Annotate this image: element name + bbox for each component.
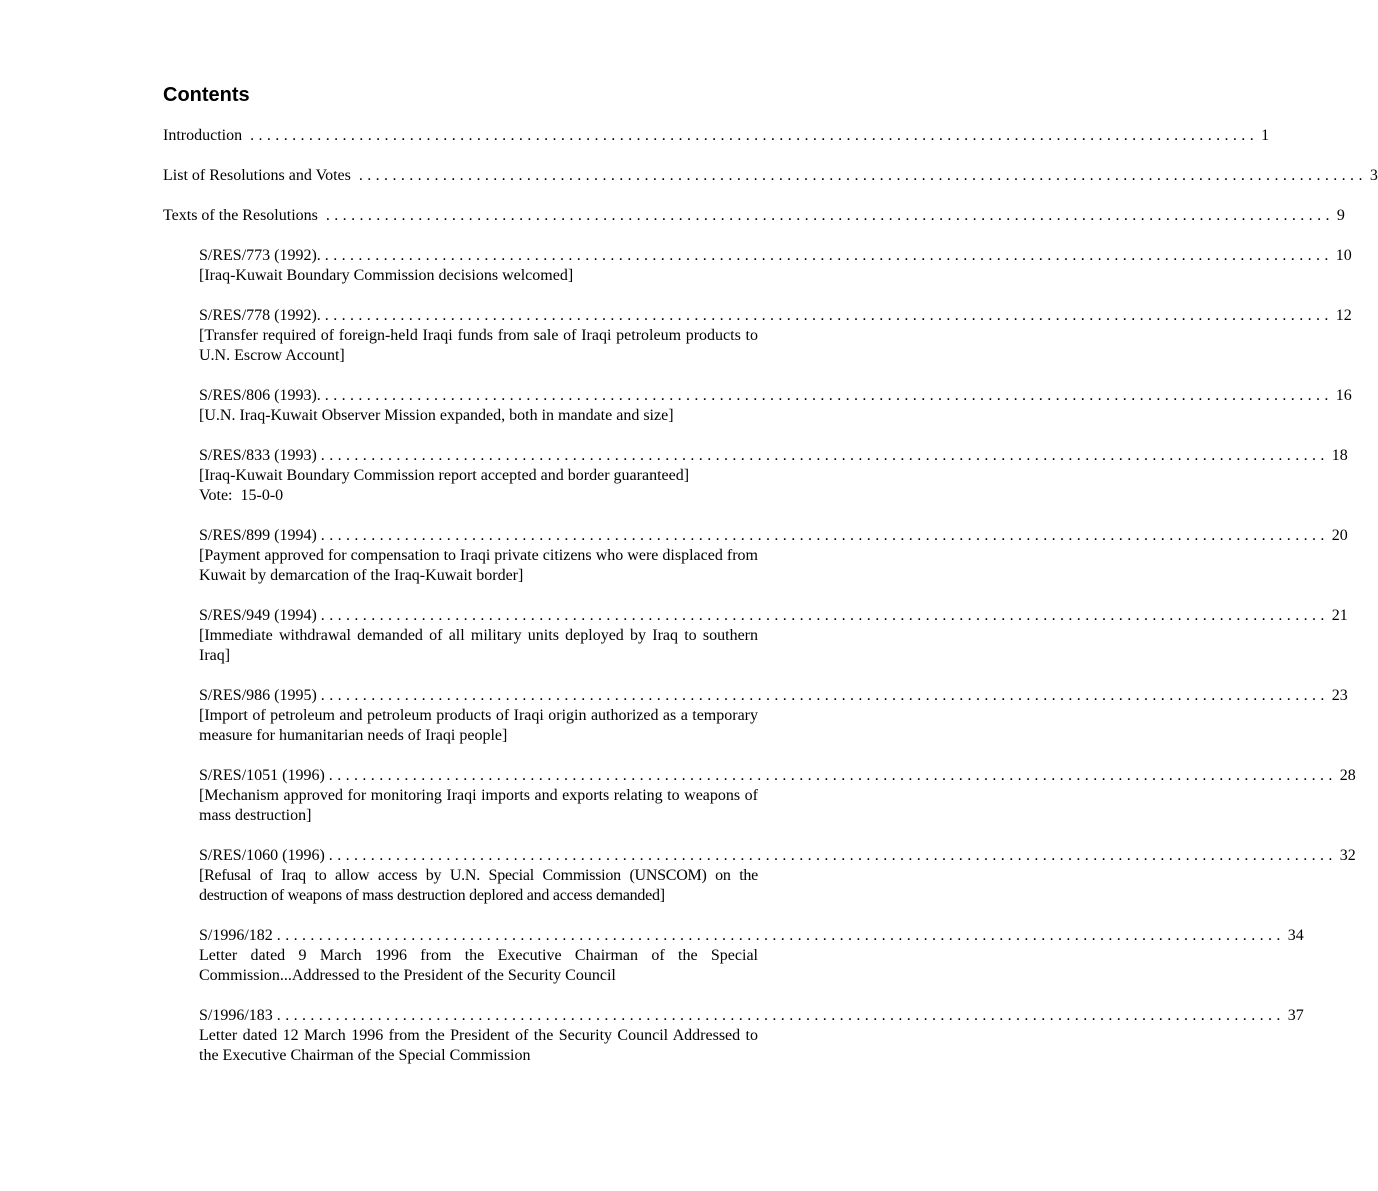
resolution-code: S/RES/1051 (1996) bbox=[199, 767, 325, 784]
resolution-description: [Mechanism approved for monitoring Iraqi imports and exports relating to weapons of mass destruction] bbox=[199, 787, 758, 824]
toc-entry-resolution[interactable] bbox=[199, 446, 1348, 506]
dot-leader: ........................................................................................................................ bbox=[328, 767, 1337, 784]
toc-entry-resolution[interactable] bbox=[199, 526, 1348, 586]
dot-leader: ........................................................................................................................ bbox=[320, 527, 1329, 544]
toc-entry-resolution[interactable] bbox=[199, 766, 1356, 826]
dot-leader: ........................................................................................................................ bbox=[250, 127, 1259, 144]
vote-tally: Vote: 15-0-0 bbox=[199, 487, 284, 504]
page-number: 21 bbox=[1331, 607, 1348, 624]
resolution-code: S/RES/806 (1993). bbox=[199, 387, 321, 404]
resolution-description: [Refusal of Iraq to allow access by U.N. Special Commission (UNSCOM) on the destruction of weapons of mass destruction deplored and access demanded] bbox=[199, 867, 758, 904]
dot-leader: ........................................................................................................................ bbox=[324, 247, 1333, 264]
page-number: 12 bbox=[1335, 307, 1352, 324]
page-number: 9 bbox=[1336, 207, 1345, 224]
toc-entry-introduction[interactable] bbox=[163, 126, 1270, 146]
page-number: 10 bbox=[1335, 247, 1352, 264]
toc-entry-letter[interactable] bbox=[199, 926, 1304, 986]
resolution-description: [U.N. Iraq-Kuwait Observer Mission expanded, both in mandate and size] bbox=[199, 407, 674, 424]
page-number: 1 bbox=[1261, 127, 1270, 144]
toc-entry-list-of-resolutions[interactable] bbox=[163, 166, 1378, 186]
page-number: 28 bbox=[1339, 767, 1356, 784]
dot-leader: ........................................................................................................................ bbox=[320, 607, 1329, 624]
dot-leader: ........................................................................................................................ bbox=[276, 1007, 1285, 1024]
resolution-description: [Immediate withdrawal demanded of all military units deployed by Iraq to southern Iraq] bbox=[199, 627, 758, 664]
page-number: 16 bbox=[1335, 387, 1352, 404]
resolution-description: [Transfer required of foreign-held Iraqi funds from sale of Iraqi petroleum products to U.N. Escrow Account] bbox=[199, 327, 758, 364]
toc-entry-resolution[interactable] bbox=[199, 846, 1356, 906]
resolution-description: [Payment approved for compensation to Iraqi private citizens who were displaced from Kuwait by demarcation of the Iraq-Kuwait border] bbox=[199, 547, 758, 584]
resolution-description: [Import of petroleum and petroleum products of Iraqi origin authorized as a temporary measure for humanitarian needs of Iraqi people] bbox=[199, 707, 758, 744]
document-code: S/1996/182 bbox=[199, 927, 273, 944]
page-number: 32 bbox=[1339, 847, 1356, 864]
entry-label: Texts of the Resolutions bbox=[163, 207, 318, 224]
resolution-code: S/RES/986 (1995) bbox=[199, 687, 317, 704]
dot-leader: ........................................................................................................................ bbox=[320, 447, 1329, 464]
dot-leader: ........................................................................................................................ bbox=[324, 307, 1333, 324]
page-number: 23 bbox=[1331, 687, 1348, 704]
dot-leader: ........................................................................................................................ bbox=[325, 207, 1334, 224]
resolution-description: [Iraq-Kuwait Boundary Commission report accepted and border guaranteed] bbox=[199, 467, 690, 484]
toc-entry-resolution[interactable] bbox=[199, 246, 1352, 286]
dot-leader: ........................................................................................................................ bbox=[358, 167, 1367, 184]
page-title: Contents bbox=[163, 84, 250, 106]
page-number: 37 bbox=[1287, 1007, 1304, 1024]
letter-description: Letter dated 12 March 1996 from the President of the Security Council Addressed to the Executive Chairman of the Special Commission bbox=[199, 1027, 758, 1064]
toc-entry-resolution[interactable] bbox=[199, 686, 1348, 746]
resolution-code: S/RES/899 (1994) bbox=[199, 527, 317, 544]
dot-leader: ........................................................................................................................ bbox=[320, 687, 1329, 704]
entry-label: Introduction bbox=[163, 127, 243, 144]
resolution-code: S/RES/773 (1992). bbox=[199, 247, 321, 264]
resolution-code: S/RES/778 (1992). bbox=[199, 307, 321, 324]
page-number: 18 bbox=[1331, 447, 1348, 464]
entry-label: List of Resolutions and Votes bbox=[163, 167, 351, 184]
letter-description: Letter dated 9 March 1996 from the Executive Chairman of the Special Commission...Addressed to the President of the Security Council bbox=[199, 947, 758, 984]
page-number: 34 bbox=[1287, 927, 1304, 944]
dot-leader: ........................................................................................................................ bbox=[328, 847, 1337, 864]
dot-leader: ........................................................................................................................ bbox=[276, 927, 1285, 944]
toc-entry-texts-of-resolutions[interactable] bbox=[163, 206, 1345, 226]
resolution-code: S/RES/1060 (1996) bbox=[199, 847, 325, 864]
toc-entry-resolution[interactable] bbox=[199, 606, 1348, 666]
page-number: 3 bbox=[1369, 167, 1378, 184]
document-code: S/1996/183 bbox=[199, 1007, 273, 1024]
resolution-code: S/RES/833 (1993) bbox=[199, 447, 317, 464]
toc-entry-resolution[interactable] bbox=[199, 306, 1352, 366]
page-number: 20 bbox=[1331, 527, 1348, 544]
toc-entry-resolution[interactable] bbox=[199, 386, 1352, 426]
resolution-code: S/RES/949 (1994) bbox=[199, 607, 317, 624]
resolution-description: [Iraq-Kuwait Boundary Commission decisions welcomed] bbox=[199, 267, 574, 284]
toc-entry-letter[interactable] bbox=[199, 1006, 1304, 1066]
dot-leader: ........................................................................................................................ bbox=[324, 387, 1333, 404]
